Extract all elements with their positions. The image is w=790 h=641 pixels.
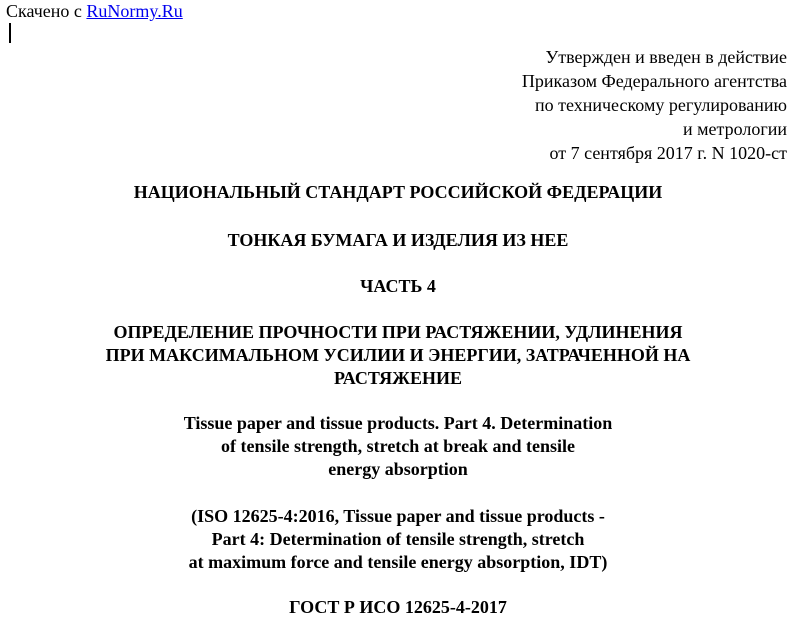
approval-block <box>522 45 787 165</box>
download-prefix: Скачено с <box>6 1 87 21</box>
approval-line: от 7 сентября 2017 г. N 1020-ст <box>549 143 787 163</box>
approval-line: Приказом Федерального агентства <box>521 71 787 91</box>
approval-line: по техническому регулированию <box>534 95 787 115</box>
main-title: ТОНКАЯ БУМАГА И ИЗДЕЛИЯ ИЗ НЕЕ <box>227 230 569 250</box>
iso-reference-block <box>0 505 790 574</box>
part-heading <box>0 275 790 298</box>
standard-designation: ГОСТ Р ИСО 12625-4-2017 <box>289 597 507 617</box>
english-title-block <box>0 412 790 481</box>
text-cursor <box>9 23 11 43</box>
english-title-line: of tensile strength, stretch at break and tensile <box>221 436 575 456</box>
standard-type-heading <box>0 181 790 204</box>
approval-line: и метрологии <box>683 119 787 139</box>
russian-title-line: ОПРЕДЕЛЕНИЕ ПРОЧНОСТИ ПРИ РАСТЯЖЕНИИ, УДЛИНЕНИЯ <box>113 322 683 342</box>
designation-heading <box>0 596 790 619</box>
iso-reference-line: (ISO 12625-4:2016, Tissue paper and tissue products - <box>191 506 605 526</box>
russian-title-line: РАСТЯЖЕНИЕ <box>334 368 462 388</box>
approval-line: Утвержден и введен в действие <box>545 47 787 67</box>
english-title-line: energy absorption <box>328 459 468 479</box>
main-title-heading <box>0 229 790 252</box>
runormy-link[interactable]: RuNormy.Ru <box>86 1 183 21</box>
russian-title-line: ПРИ МАКСИМАЛЬНОМ УСИЛИИ И ЭНЕРГИИ, ЗАТРАЧЕННОЙ НА <box>105 345 691 365</box>
standard-type: НАЦИОНАЛЬНЫЙ СТАНДАРТ РОССИЙСКОЙ ФЕДЕРАЦИИ <box>133 182 663 202</box>
download-source-line <box>6 1 183 21</box>
russian-title-block <box>0 321 790 390</box>
part-number: ЧАСТЬ 4 <box>360 276 436 296</box>
english-title-line: Tissue paper and tissue products. Part 4. Determination <box>183 413 613 433</box>
iso-reference-line: at maximum force and tensile energy absorption, IDT) <box>188 552 608 572</box>
iso-reference-line: Part 4: Determination of tensile strength, stretch <box>211 529 585 549</box>
